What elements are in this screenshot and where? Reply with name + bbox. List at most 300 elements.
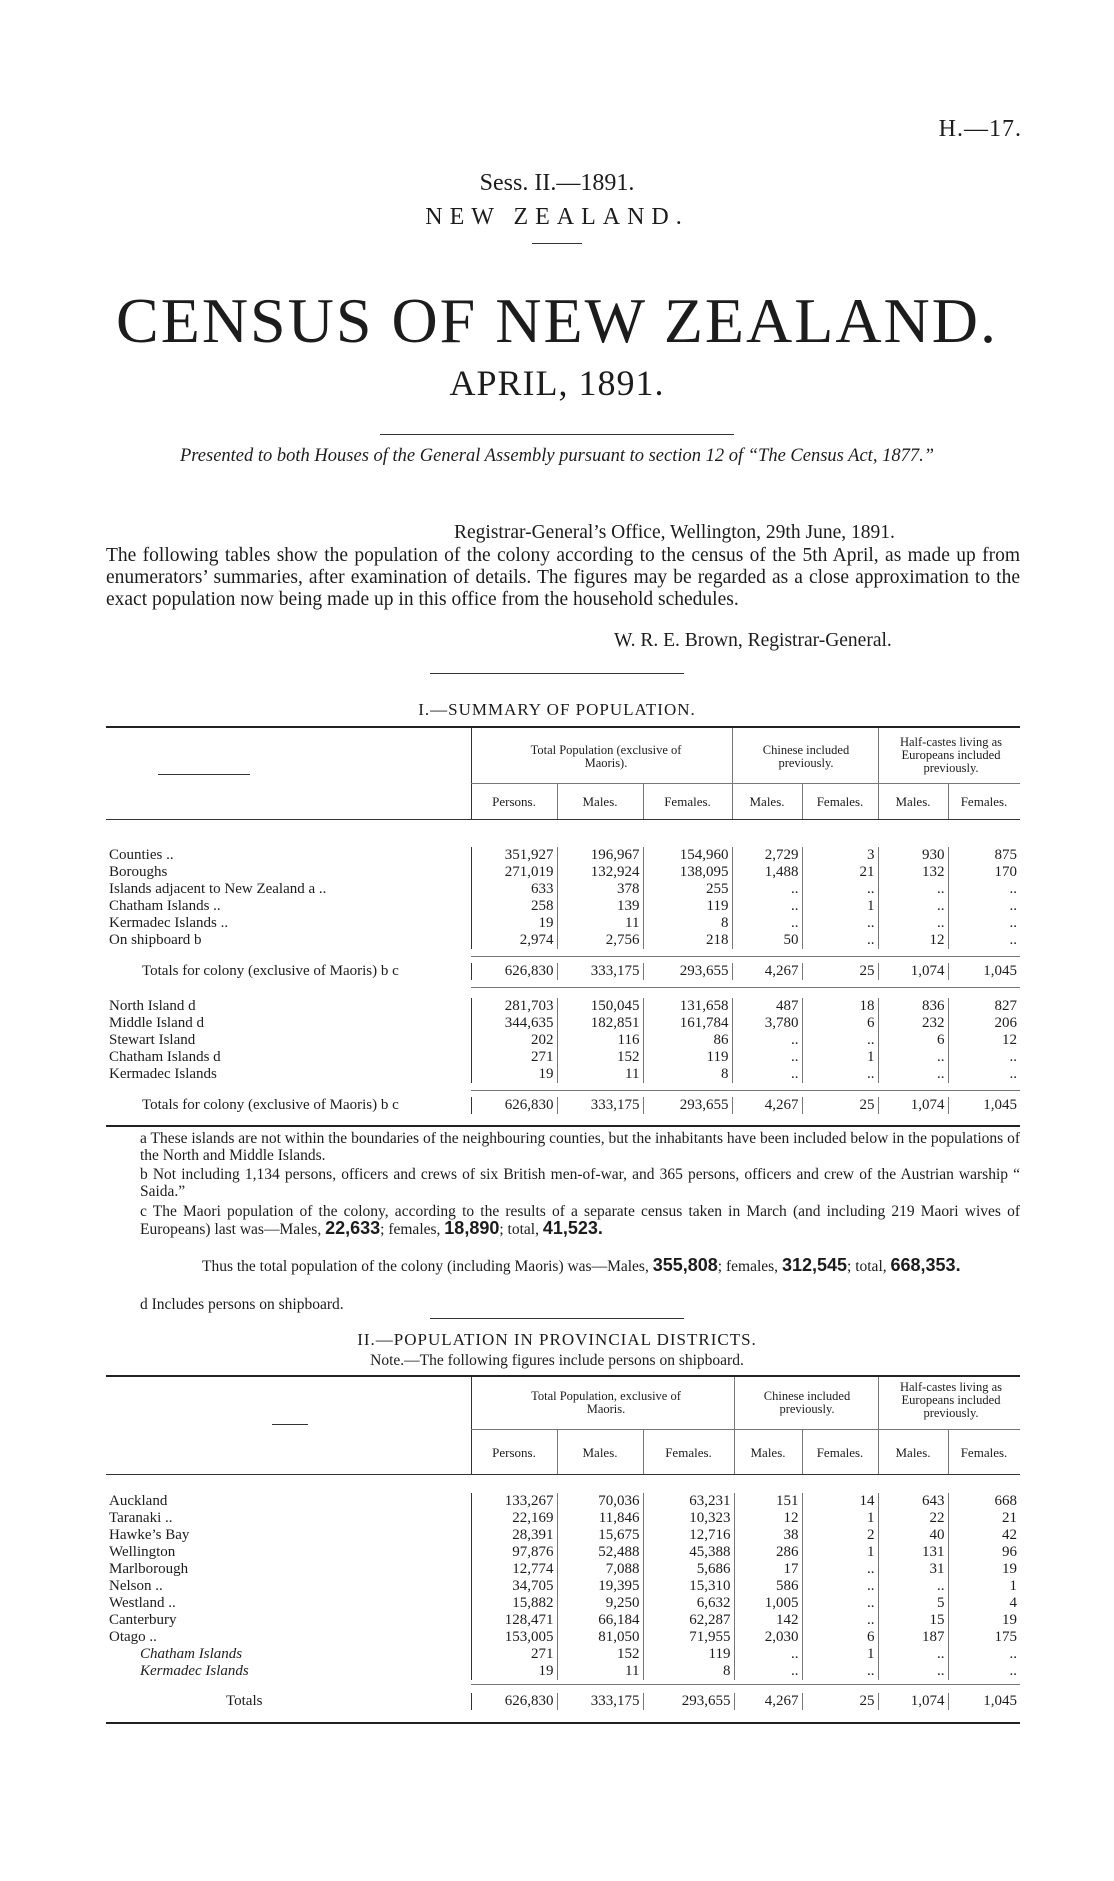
table-cell: 875 [948,847,1020,864]
table-cell: 293,655 [643,1693,734,1710]
row-label: Islands adjacent to New Zealand a .. [109,881,327,897]
table-cell: 11 [557,1066,643,1083]
maori-total-value: 41,523. [542,1218,603,1238]
table-cell: 6,632 [643,1595,734,1612]
col-header: Males. [750,1445,786,1460]
page-reference: H.—17. [938,116,1022,142]
totals-rule [471,1684,1020,1685]
table-cell: 2,756 [557,932,643,949]
col-header: Females. [664,794,711,809]
table-cell: .. [732,898,802,915]
table-row [106,1544,1020,1561]
table1-header-rule [106,819,1020,820]
totals-row [106,963,1020,980]
table-row [106,1646,1020,1663]
table-cell: 161,784 [643,1015,732,1032]
table-cell: 38 [734,1527,802,1544]
table2-total [106,1693,1020,1710]
header-rule [471,783,1020,784]
table-cell: 333,175 [557,1097,643,1114]
table-cell: .. [948,1049,1020,1066]
table-cell: 286 [734,1544,802,1561]
footnote-a: a These islands are not within the boundaries of the neighbouring counties, but the inhabitants have been included below in the populations of the North and Middle Islands. [140,1130,1020,1164]
table-cell: .. [948,932,1020,949]
table-cell: 15,882 [471,1595,557,1612]
row-label: Taranaki .. [109,1510,173,1526]
table1-title: I.—SUMMARY OF POPULATION. [418,700,696,719]
table-row [106,898,1020,915]
group-header-chinese: Chinese included previously. [762,743,850,770]
table-cell: 202 [471,1032,557,1049]
table-cell: 5,686 [643,1561,734,1578]
table-cell: 12 [734,1510,802,1527]
table-cell: .. [802,1612,878,1629]
table-cell: 19 [471,1066,557,1083]
table-row [106,1049,1020,1066]
row-label: Kermadec Islands [140,1663,249,1679]
table-cell: .. [802,1561,878,1578]
row-label: Boroughs [109,864,168,880]
table-cell: 1,074 [878,1693,948,1710]
col-divider [732,728,733,783]
footnote-c-label: ; females, [380,1221,441,1238]
table-cell: 12,774 [471,1561,557,1578]
col-header: Females. [665,1445,712,1460]
table-cell: .. [878,898,948,915]
table-cell: 232 [878,1015,948,1032]
table-cell: 19 [471,915,557,932]
group-header-total: Total Population, exclusive of Maoris. [531,1389,681,1416]
table-cell: 15,310 [643,1578,734,1595]
table-cell: 206 [948,1015,1020,1032]
table-cell: 1,045 [948,1097,1020,1114]
table-cell: 17 [734,1561,802,1578]
table-cell: 12 [878,932,948,949]
table-cell: 836 [878,998,948,1015]
row-label: Hawke’s Bay [109,1527,190,1543]
totals-rule [471,1090,1020,1091]
table-cell: 2,030 [734,1629,802,1646]
row-label: Auckland [109,1493,168,1509]
table-cell: 71,955 [643,1629,734,1646]
table-cell: 293,655 [643,963,732,980]
table-cell: 96 [948,1544,1020,1561]
footnote-c [140,1203,1020,1238]
table-cell: 142 [734,1612,802,1629]
col-divider [878,728,879,783]
row-label: Middle Island d [109,1015,204,1031]
table-cell: .. [948,915,1020,932]
totals-row [106,1097,1020,1114]
table-cell: 626,830 [471,963,557,980]
totals-rule [471,987,1020,988]
table-cell: 116 [557,1032,643,1049]
maori-females-value: 18,890 [444,1218,500,1238]
table-cell: 293,655 [643,1097,732,1114]
table-cell: 50 [732,932,802,949]
footnote-c2-label: ; females, [717,1258,779,1275]
table-row [106,864,1020,881]
row-label: Wellington [109,1544,176,1560]
totals-row [106,1693,1020,1710]
footnote-d: d Includes persons on shipboard. [140,1296,344,1313]
col-header: Males. [582,794,618,809]
row-label: Chatham Islands [140,1646,243,1662]
total-females-value: 312,545 [781,1255,848,1275]
row-label: Kermadec Islands .. [109,915,229,931]
table2-note: Note.—The following figures include persons on shipboard. [370,1352,744,1369]
table-cell: 6 [802,1629,878,1646]
table-cell: 5 [878,1595,948,1612]
table-cell: .. [948,898,1020,915]
table-cell: .. [878,1646,948,1663]
table-cell: 333,175 [557,963,643,980]
col-header: Males. [895,794,931,809]
row-label: Westland .. [109,1595,176,1611]
document-subtitle: APRIL, 1891. [449,363,665,403]
table-cell: 97,876 [471,1544,557,1561]
table-cell: .. [802,1578,878,1595]
table-cell: 1 [802,1049,878,1066]
table-cell: .. [802,1595,878,1612]
table-cell: 132 [878,864,948,881]
row-label: Totals for colony (exclusive of Maoris) b c [142,1097,399,1113]
footnote-c2-text: Thus the total population of the colony (including Maoris) was—Males, [202,1258,649,1275]
table-cell: 9,250 [557,1595,643,1612]
table-cell: 153,005 [471,1629,557,1646]
table-cell: 6 [802,1015,878,1032]
footnote-c2-label: ; total, [847,1258,887,1275]
table-cell: 218 [643,932,732,949]
table-cell: 1 [802,1646,878,1663]
header-rule [471,1429,1020,1430]
table-row [106,1032,1020,1049]
table-cell: 154,960 [643,847,732,864]
table-cell: 3 [802,847,878,864]
table-cell: 930 [878,847,948,864]
table-cell: 21 [802,864,878,881]
table-cell: 8 [643,915,732,932]
col-divider [878,1377,879,1429]
table-cell: 63,231 [643,1493,734,1510]
table-cell: .. [878,1663,948,1680]
col-header: Persons. [492,1445,536,1460]
table-cell: 119 [643,898,732,915]
table-cell: 8 [643,1663,734,1680]
table-row [106,881,1020,898]
table-cell: 19 [948,1612,1020,1629]
row-label: Nelson .. [109,1578,163,1594]
table-cell: .. [802,932,878,949]
table-cell: .. [802,1066,878,1083]
row-label: Stewart Island [109,1032,196,1048]
table-cell: .. [802,1663,878,1680]
table-cell: .. [948,881,1020,898]
table-cell: 119 [643,1646,734,1663]
table-cell: 19 [948,1561,1020,1578]
col-header: Females. [960,794,1008,809]
table-cell: 187 [878,1629,948,1646]
table-cell: 150,045 [557,998,643,1015]
footnote-b: b Not including 1,134 persons, officers and crews of six British men-of-war, and 365 persons, officers and crew of the Austrian warship “ Saida.” [140,1166,1020,1200]
table-cell: 1 [802,898,878,915]
table-cell: .. [948,1663,1020,1680]
table-cell: 1,488 [732,864,802,881]
footnote-c-label: ; total, [499,1221,539,1238]
maori-males-value: 22,633 [325,1218,381,1238]
country-line: NEW ZEALAND. [425,204,689,230]
col-header: Females. [816,794,864,809]
table-cell: .. [732,1066,802,1083]
table-cell: 139 [557,898,643,915]
table-cell: 25 [802,1097,878,1114]
table2-header [106,1377,1020,1474]
divider [380,434,734,435]
table-cell: 1,074 [878,1097,948,1114]
table-cell: 1,074 [878,963,948,980]
row-label: Chatham Islands d [109,1049,221,1065]
table-cell: .. [802,881,878,898]
letter-dateline: Registrar-General’s Office, Wellington, 29th June, 1891. [454,522,895,543]
table-cell: 25 [802,1693,878,1710]
table-cell: 626,830 [471,1097,557,1114]
table-cell: 14 [802,1493,878,1510]
table-row [106,1629,1020,1646]
table-cell: 11 [557,915,643,932]
table1-bottom-rule [106,1125,1020,1127]
table-row [106,1066,1020,1083]
table-cell: 2,729 [732,847,802,864]
table-row [106,1527,1020,1544]
table-cell: 40 [878,1527,948,1544]
table-cell: .. [732,1049,802,1066]
table1-total-a [106,963,1020,980]
group-header-halfcastes: Half-castes living as Europeans included previously. [899,1380,1003,1420]
table-cell: 8 [643,1066,732,1083]
group-header-halfcastes: Half-castes living as Europeans included previously. [899,735,1003,775]
table-row [106,1612,1020,1629]
table-cell: 487 [732,998,802,1015]
divider [430,673,684,674]
session-line: Sess. II.—1891. [479,170,635,196]
table-cell: 1 [948,1578,1020,1595]
table-cell: 19,395 [557,1578,643,1595]
row-label: Kermadec Islands [109,1066,217,1082]
table-cell: 131 [878,1544,948,1561]
table-row [106,1493,1020,1510]
table-cell: 255 [643,881,732,898]
table-row [106,932,1020,949]
table-cell: 152 [557,1646,643,1663]
table1-body-a [106,847,1020,949]
divider [532,243,582,244]
table-cell: 15,675 [557,1527,643,1544]
table-cell: 4,267 [732,1097,802,1114]
col-header: Males. [582,1445,618,1460]
table-cell: 31 [878,1561,948,1578]
table-cell: 633 [471,881,557,898]
row-label: Totals for colony (exclusive of Maoris) b c [142,963,399,979]
table-cell: 281,703 [471,998,557,1015]
table-cell: 271 [471,1646,557,1663]
table-cell: .. [732,881,802,898]
letter-body: The following tables show the population of the colony according to the census of the 5th April, as made up from enumerators’ summaries, after examination of details. The figures may be regarded as a close approximation to the exact population now being made up in this office from the household schedules. [106,545,1020,610]
table-cell: 15 [878,1612,948,1629]
presented-note: Presented to both Houses of the General Assembly pursuant to section 12 of “The Census Act, 1877.” [179,446,934,466]
table2-body [106,1493,1020,1680]
row-label: Chatham Islands .. [109,898,221,914]
table-cell: 138,095 [643,864,732,881]
table-cell: .. [878,881,948,898]
table-cell: .. [878,915,948,932]
footnote-c-text: c The Maori population of the colony, according to the results of a separate census taken in March (and including 219 Maori wives of Europeans) last was—Males, [140,1203,1020,1238]
table-cell: .. [734,1646,802,1663]
table-cell: 18 [802,998,878,1015]
stub-dash [158,774,250,775]
table-cell: 4,267 [732,963,802,980]
table-cell: 586 [734,1578,802,1595]
table-cell: .. [878,1066,948,1083]
table-cell: 351,927 [471,847,557,864]
row-label: North Island d [109,998,196,1014]
table-cell: 152 [557,1049,643,1066]
col-divider [734,1377,735,1429]
col-header: Females. [960,1445,1008,1460]
table-cell: 7,088 [557,1561,643,1578]
table-cell: 22,169 [471,1510,557,1527]
table-cell: 42 [948,1527,1020,1544]
table-cell: .. [878,1578,948,1595]
letter-signature: W. R. E. Brown, Registrar-General. [614,630,892,651]
col-header: Persons. [492,794,536,809]
table-cell: 271 [471,1049,557,1066]
table-cell: 1 [802,1544,878,1561]
table-cell: 11 [557,1663,643,1680]
table-cell: 4 [948,1595,1020,1612]
table1-header [106,728,1020,819]
table-row [106,847,1020,864]
col-header: Males. [895,1445,931,1460]
table-row [106,1663,1020,1680]
table1-body-b [106,998,1020,1083]
row-label: Otago .. [109,1629,157,1645]
table-cell: 22 [878,1510,948,1527]
table-cell: 52,488 [557,1544,643,1561]
table-cell: 182,851 [557,1015,643,1032]
table-cell: .. [732,1032,802,1049]
row-label: Marlborough [109,1561,189,1577]
table-cell: 643 [878,1493,948,1510]
row-label: Totals [226,1693,263,1709]
table-row [106,915,1020,932]
document-title: CENSUS OF NEW ZEALAND. [116,285,998,356]
table-row [106,1578,1020,1595]
table-cell: 10,323 [643,1510,734,1527]
table2-title: II.—POPULATION IN PROVINCIAL DISTRICTS. [357,1330,757,1349]
table-cell: 2,974 [471,932,557,949]
table-cell: 196,967 [557,847,643,864]
table1-total-b [106,1097,1020,1114]
table-cell: 128,471 [471,1612,557,1629]
table-cell: 66,184 [557,1612,643,1629]
table-cell: 62,287 [643,1612,734,1629]
table-cell: 344,635 [471,1015,557,1032]
table-cell: 3,780 [732,1015,802,1032]
footnote-c2 [140,1257,1020,1275]
table-cell: 25 [802,963,878,980]
table-cell: 271,019 [471,864,557,881]
table-cell: 1,005 [734,1595,802,1612]
table-cell: 28,391 [471,1527,557,1544]
table-cell: 131,658 [643,998,732,1015]
table-cell: .. [948,1066,1020,1083]
table-cell: 4,267 [734,1693,802,1710]
table-cell: .. [878,1049,948,1066]
table-cell: 2 [802,1527,878,1544]
table-cell: .. [802,915,878,932]
table-cell: 333,175 [557,1693,643,1710]
table-cell: 70,036 [557,1493,643,1510]
total-males-value: 355,808 [652,1255,718,1275]
table-cell: 19 [471,1663,557,1680]
table-cell: 827 [948,998,1020,1015]
table-cell: 45,388 [643,1544,734,1561]
table-cell: 175 [948,1629,1020,1646]
group-header-chinese: Chinese included previously. [763,1389,851,1416]
table-cell: 132,924 [557,864,643,881]
row-label: On shipboard b [109,932,202,948]
totals-rule [471,956,1020,957]
grand-total-value: 668,353. [890,1255,961,1275]
table-cell: 6 [878,1032,948,1049]
col-header: Females. [816,1445,864,1460]
table-cell: .. [732,915,802,932]
table-cell: 12,716 [643,1527,734,1544]
table-row [106,1561,1020,1578]
table-cell: 170 [948,864,1020,881]
table-row [106,998,1020,1015]
table-cell: 1 [802,1510,878,1527]
divider [430,1318,684,1319]
row-label: Counties .. [109,847,174,863]
table-cell: 1,045 [948,963,1020,980]
table-cell: 34,705 [471,1578,557,1595]
table-cell: .. [802,1032,878,1049]
stub-dash [272,1424,308,1425]
table-cell: .. [734,1663,802,1680]
group-header-total: Total Population (exclusive of Maoris). [530,743,682,770]
table-cell: .. [948,1646,1020,1663]
table-cell: 133,267 [471,1493,557,1510]
table-cell: 21 [948,1510,1020,1527]
table-cell: 119 [643,1049,732,1066]
table-cell: 81,050 [557,1629,643,1646]
table2-header-rule [106,1474,1020,1475]
table2-bottom-rule [106,1722,1020,1724]
row-label: Canterbury [109,1612,177,1628]
table-cell: 626,830 [471,1693,557,1710]
table-cell: 378 [557,881,643,898]
table-cell: 1,045 [948,1693,1020,1710]
col-header: Males. [749,794,785,809]
table-cell: 151 [734,1493,802,1510]
table-cell: 86 [643,1032,732,1049]
table-row [106,1510,1020,1527]
table-cell: 258 [471,898,557,915]
table-row [106,1015,1020,1032]
table-cell: 11,846 [557,1510,643,1527]
table-cell: 668 [948,1493,1020,1510]
